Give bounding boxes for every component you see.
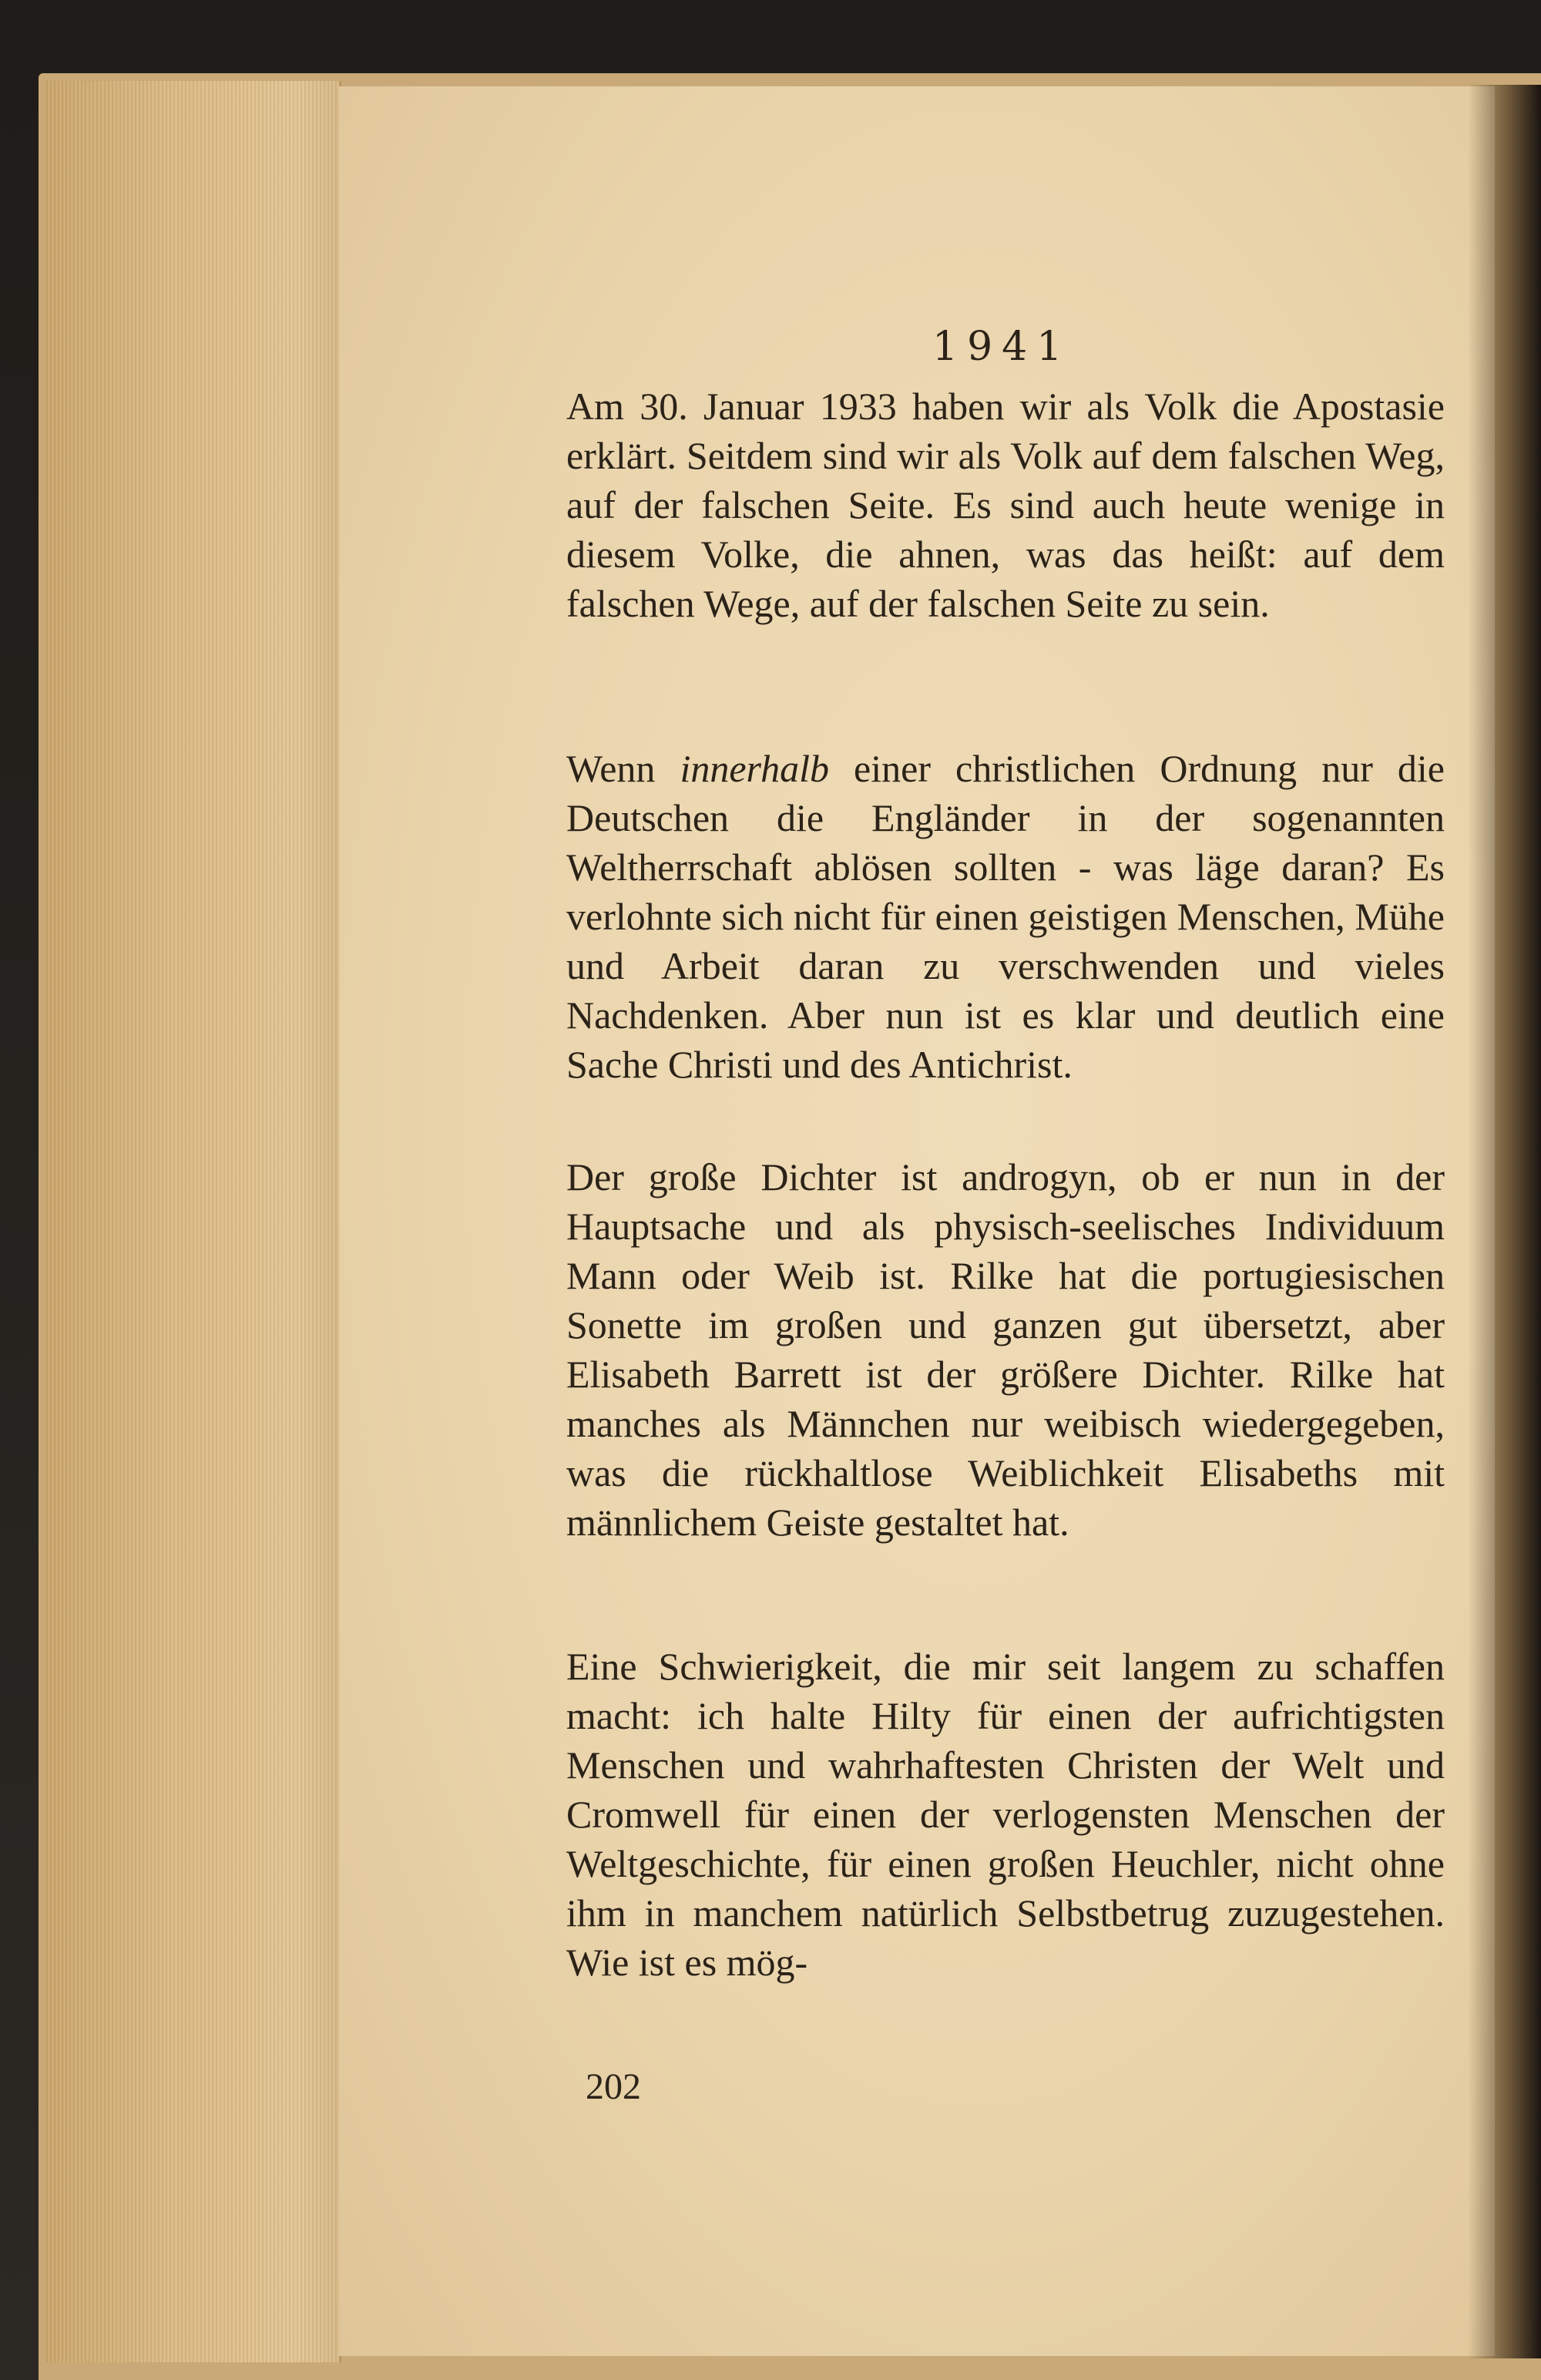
paragraph-3 xyxy=(566,1152,1445,1547)
paragraph-4 xyxy=(566,1642,1445,1987)
page-number: 202 xyxy=(586,2066,641,2107)
paragraph-3-text: Der große Dichter ist androgyn, ob er nun in der Hauptsache und als physisch-seelisches Individuum Mann oder Weib ist. Rilke hat die portugiesischen Sonette im großen und ganzen gut übersetzt, aber Elisabeth Barrett ist der größere Dichter. Rilke hat manches als Männchen nur weibisch wiedergegeben, was die rückhaltlose Weiblichkeit Elisabeths mit männlichem Geiste gestaltet hat. xyxy=(566,1155,1445,1544)
paragraph-2-text-end: einer christlichen Ordnung nur die Deutschen die Engländer in der sogenannten Weltherrschaft ablösen sollten - was läge daran? Es verlohnte sich nicht für einen geistigen Menschen, Mühe und Arbeit daran zu verschwenden und vieles Nachdenken. Aber nun ist es klar und deutlich eine Sache Christi und des Antichrist. xyxy=(566,747,1445,1086)
paragraph-2-emphasis: innerhalb xyxy=(680,747,829,790)
paragraph-2 xyxy=(566,744,1445,1089)
paragraph-1 xyxy=(566,382,1445,628)
paragraph-1-text: Am 30. Januar 1933 haben wir als Volk die Apostasie erklärt. Seitdem sind wir als Volk auf dem falschen Weg, auf der falschen Seite. Es sind auch heute wenige in diesem Volke, die ahnen, was das heißt: auf dem falschen Wege, auf der falschen Seite zu sein. xyxy=(566,385,1445,625)
paragraph-2-text-start: Wenn xyxy=(566,747,680,790)
paragraph-4-text: Eine Schwierigkeit, die mir seit langem zu schaffen macht: ich halte Hilty für einen der aufrichtigsten Menschen und wahrhaftesten Christen der Welt und Cromwell für einen der verlogensten Menschen der Weltgeschichte, für einen großen Heuchler, nicht ohne ihm in manchem natürlich Selbstbetrug zuzugestehen. Wie ist es mög- xyxy=(566,1645,1445,1984)
stacked-page-edges xyxy=(46,81,341,2362)
page-heading-year: 1941 xyxy=(932,324,1072,370)
gutter-shadow xyxy=(1468,85,1541,2358)
